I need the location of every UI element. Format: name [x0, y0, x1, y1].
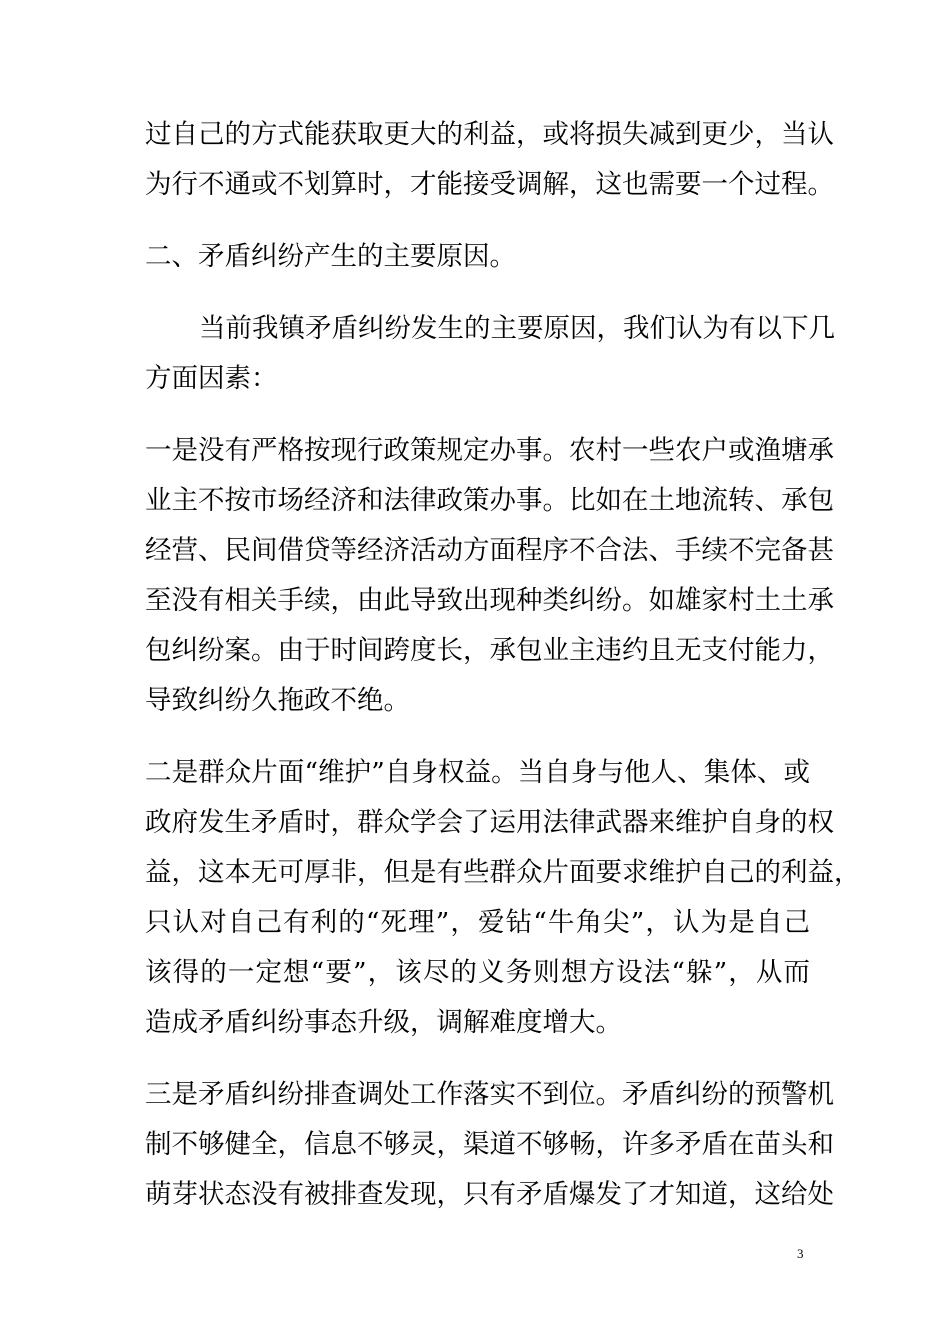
text-line: 当前我镇矛盾纠纷发生的主要原因，我们认为有以下几	[199, 313, 835, 344]
text-line: 经营、民间借贷等经济活动方面程序不合法、手续不完备甚	[145, 535, 834, 566]
text-line: 包纠纷案。由于时间跨度长，承包业主违约且无支付能力，	[145, 635, 834, 666]
text-line: 方面因素：	[145, 363, 278, 394]
text-line: 三是矛盾纠纷排查调处工作落实不到位。矛盾纠纷的预警机	[145, 1079, 834, 1110]
page-number: 3	[797, 1246, 804, 1261]
text-line: 二是群众片面“维护”自身权益。当自身与他人、集体、或	[145, 757, 810, 788]
text-line: 政府发生矛盾时，群众学会了运用法律武器来维护自身的权	[145, 807, 834, 838]
text-line: 至没有相关手续，由此导致出现种类纠纷。如雄家村土土承	[145, 585, 834, 616]
text-line: 过自己的方式能获取更大的利益，或将损失减到更少，当认	[145, 119, 834, 150]
text-line: 为行不通或不划算时，才能接受调解，这也需要一个过程。	[145, 169, 834, 200]
text-line: 只认对自己有利的“死理”，爱钻“牛角尖”，认为是自己	[145, 907, 810, 938]
text-line: 益，这本无可厚非，但是有些群众片面要求维护自己的利益，	[145, 857, 861, 888]
text-line: 该得的一定想“要”，该尽的义务则想方设法“躲”，从而	[145, 957, 810, 988]
text-line: 一是没有严格按现行政策规定办事。农村一些农户或渔塘承	[145, 435, 834, 466]
text-line: 萌芽状态没有被排查发现，只有矛盾爆发了才知道，这给处	[145, 1179, 834, 1210]
text-line: 造成矛盾纠纷事态升级，调解难度增大。	[145, 1007, 622, 1038]
text-line: 导致纠纷久拖政不绝。	[145, 685, 410, 716]
text-line: 制不够健全，信息不够灵，渠道不够畅，许多矛盾在苗头和	[145, 1129, 834, 1160]
section-heading: 二、矛盾纠纷产生的主要原因。	[145, 241, 516, 272]
text-line: 业主不按市场经济和法律政策办事。比如在土地流转、承包	[145, 485, 834, 516]
